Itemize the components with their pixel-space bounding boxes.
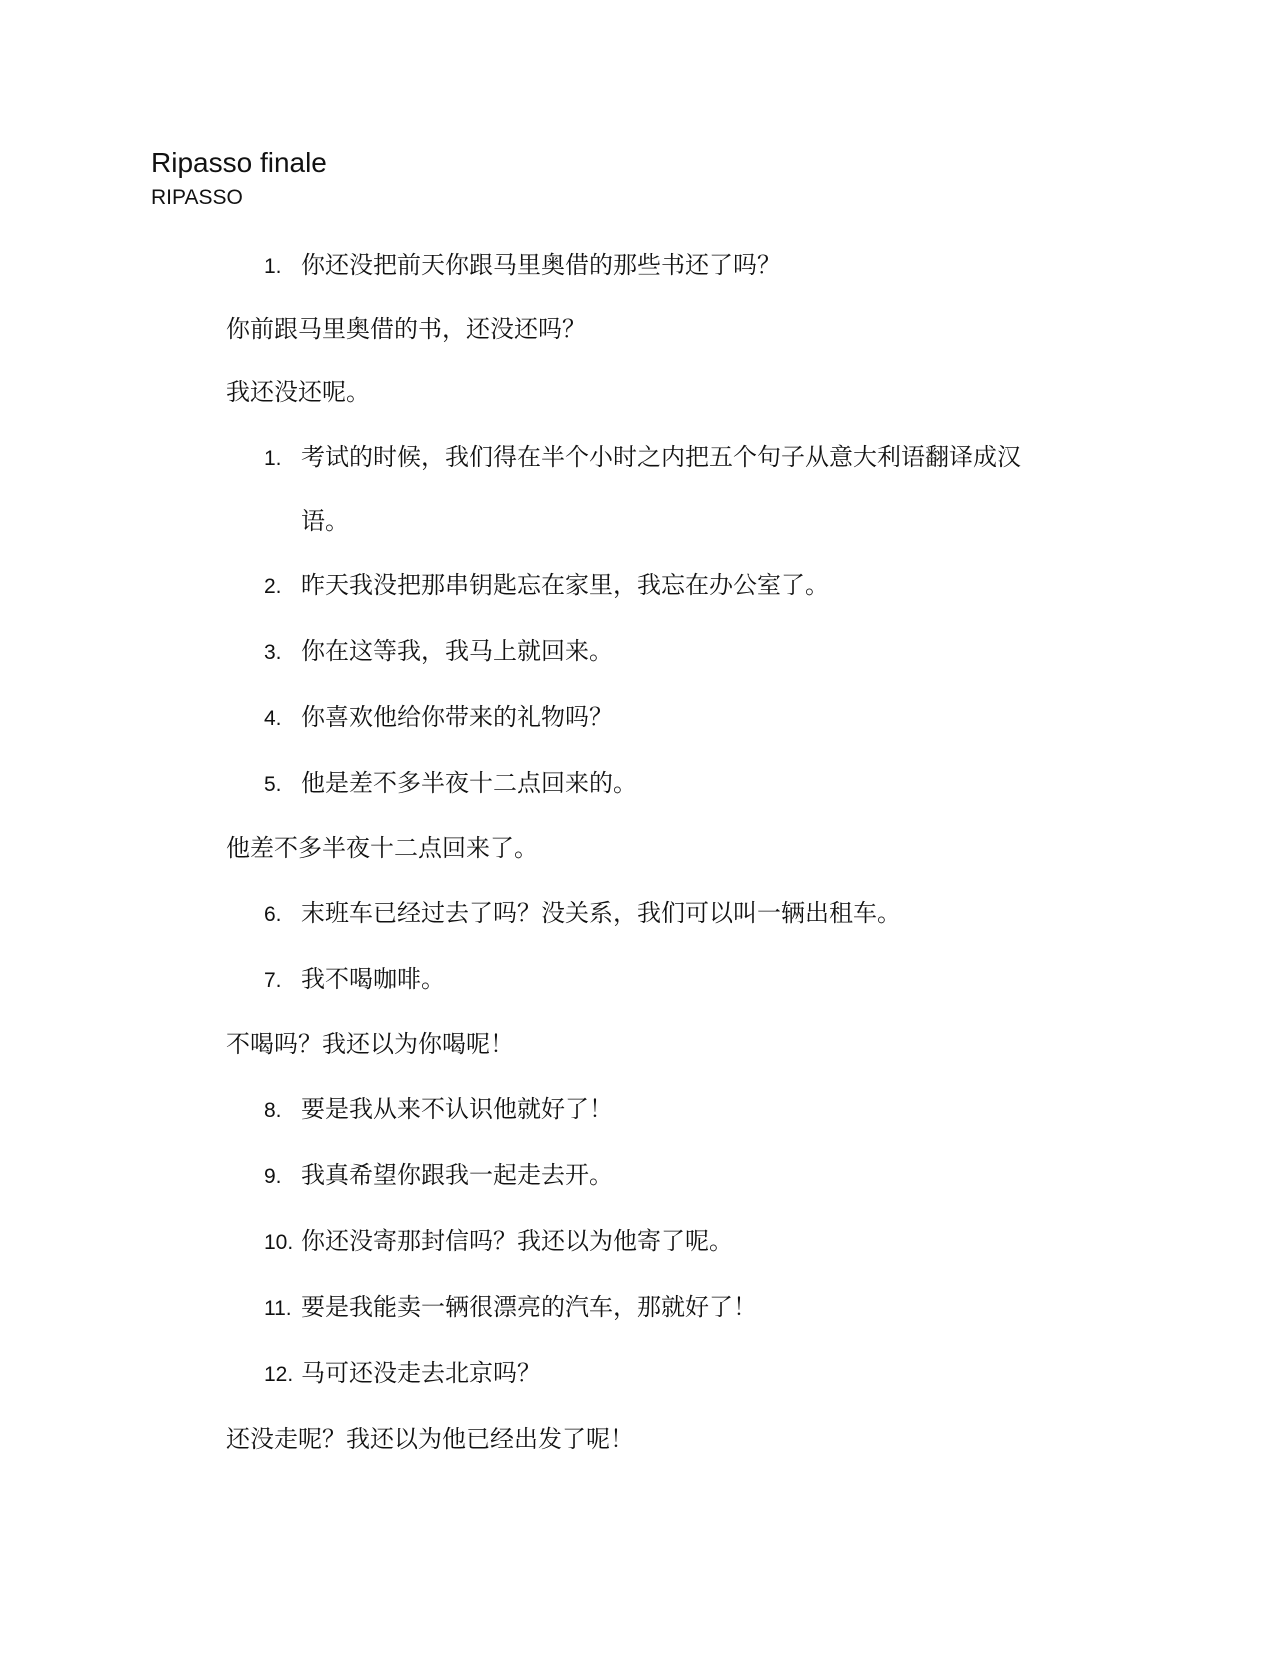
list-item-number: 12. [264, 1363, 294, 1386]
answer-line: 你前跟马里奥借的书，还没还吗？ [226, 315, 586, 343]
list-item-text: 你还没寄那封信吗？我还以为他寄了呢。 [301, 1227, 733, 1255]
list-item-text: 你在这等我，我马上就回来。 [301, 637, 613, 665]
list-item-text: 我真希望你跟我一起走去开。 [301, 1161, 613, 1189]
list-item-number: 7. [264, 969, 282, 992]
answer-line: 还没走呢？我还以为他已经出发了呢！ [226, 1425, 634, 1453]
list-item-number: 1. [264, 447, 282, 470]
document-title: Ripasso finale [151, 147, 327, 178]
list-item-number: 2. [264, 575, 282, 598]
document-subtitle: RIPASSO [151, 186, 243, 209]
list-item-text: 他是差不多半夜十二点回来的。 [301, 769, 637, 797]
list-item-number: 8. [264, 1099, 282, 1122]
list-item-text: 要是我能卖一辆很漂亮的汽车，那就好了！ [301, 1293, 757, 1321]
list-item-text: 你喜欢他给你带来的礼物吗？ [301, 703, 613, 731]
list-item-text: 你还没把前天你跟马里奥借的那些书还了吗？ [301, 251, 781, 279]
list-item-number: 11. [264, 1297, 292, 1320]
list-item-number: 3. [264, 641, 282, 664]
list-item-number: 10. [264, 1231, 294, 1254]
list-item-text: 马可还没走去北京吗？ [301, 1359, 541, 1387]
list-item-text: 我不喝咖啡。 [301, 965, 445, 993]
list-item-text: 末班车已经过去了吗？没关系，我们可以叫一辆出租车。 [301, 899, 901, 927]
list-item-continuation: 语。 [301, 507, 349, 535]
list-item-text: 要是我从来不认识他就好了！ [301, 1095, 613, 1123]
list-item-text: 昨天我没把那串钥匙忘在家里，我忘在办公室了。 [301, 571, 829, 599]
list-item-number: 9. [264, 1165, 282, 1188]
list-item-number: 1. [264, 255, 282, 278]
list-item-number: 6. [264, 903, 282, 926]
answer-line: 他差不多半夜十二点回来了。 [226, 834, 538, 862]
list-item-number: 5. [264, 773, 282, 796]
list-item-number: 4. [264, 707, 282, 730]
list-item-text: 考试的时候，我们得在半个小时之内把五个句子从意大利语翻译成汉 [301, 443, 1021, 471]
answer-line: 不喝吗？我还以为你喝呢！ [226, 1030, 514, 1058]
answer-line: 我还没还呢。 [226, 378, 370, 406]
